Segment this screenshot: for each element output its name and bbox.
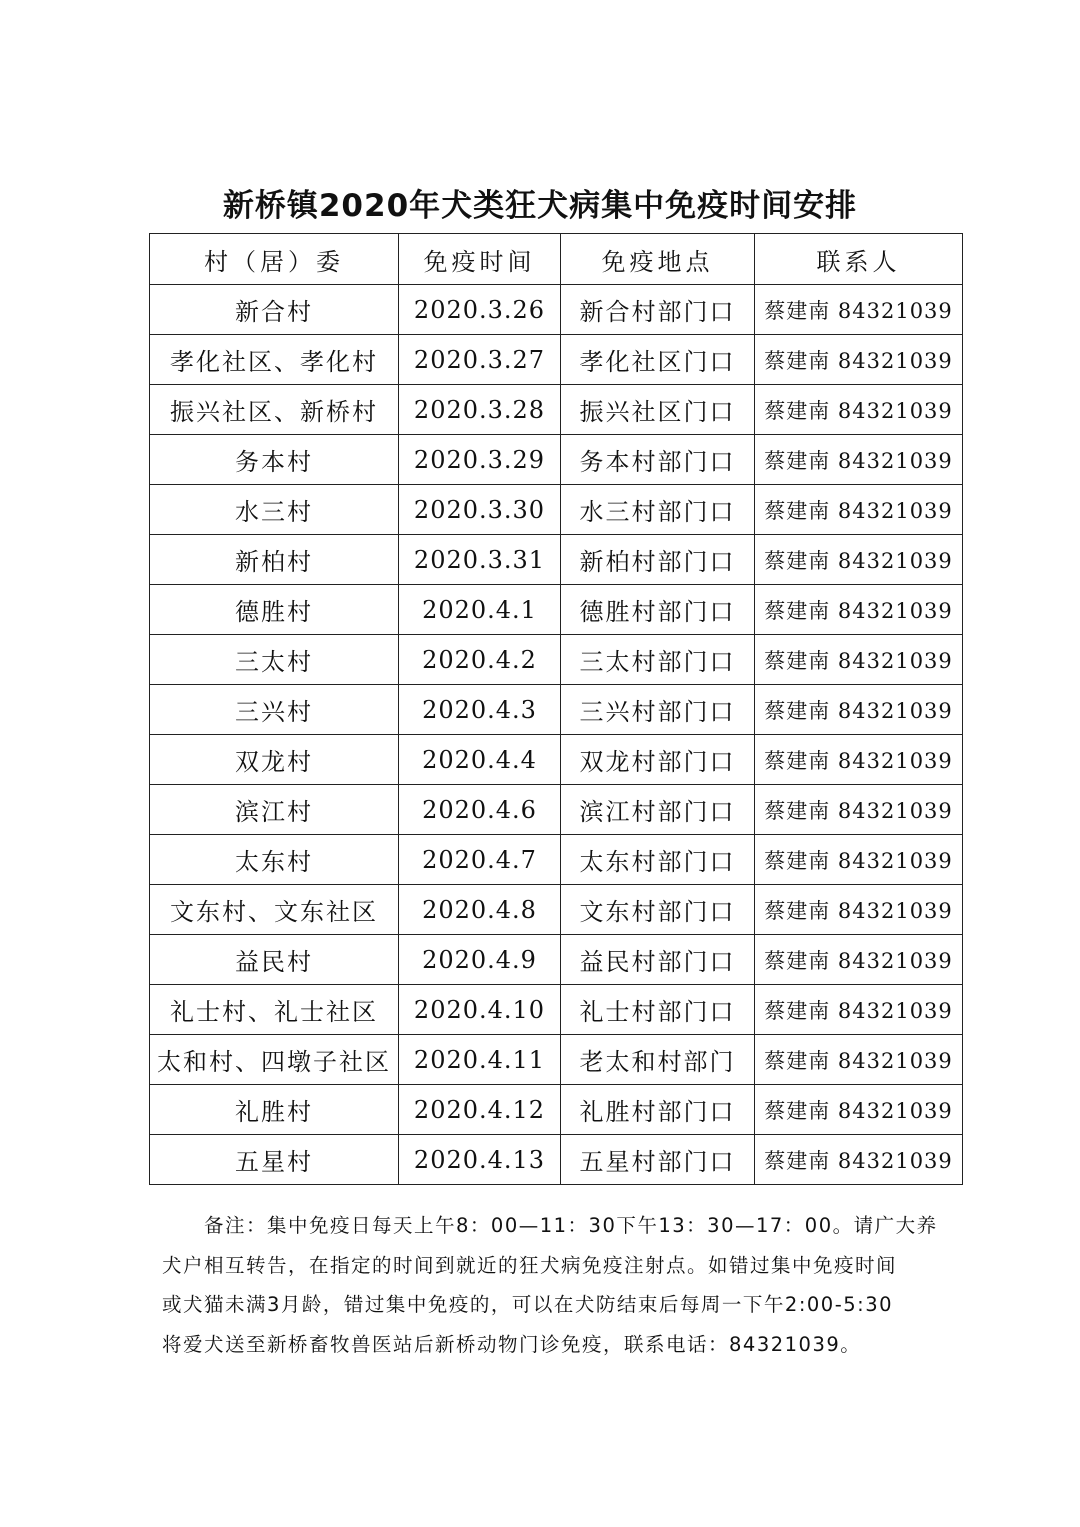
village-cell: 益民村 <box>150 935 399 985</box>
contact-cell: 蔡建南 84321039 <box>755 885 963 935</box>
location-cell: 三太村部门口 <box>561 635 755 685</box>
contact-cell: 蔡建南 84321039 <box>755 785 963 835</box>
date-cell: 2020.4.2 <box>399 635 561 685</box>
contact-cell: 蔡建南 84321039 <box>755 1135 963 1185</box>
location-cell: 五星村部门口 <box>561 1135 755 1185</box>
date-cell: 2020.4.13 <box>399 1135 561 1185</box>
village-cell: 礼士村、礼士社区 <box>150 985 399 1035</box>
village-cell: 滨江村 <box>150 785 399 835</box>
header-date: 免疫时间 <box>399 234 561 285</box>
table-row <box>150 485 963 535</box>
table-row <box>150 785 963 835</box>
table-row <box>150 1135 963 1185</box>
table-row <box>150 885 963 935</box>
village-cell: 三太村 <box>150 635 399 685</box>
location-cell: 孝化社区门口 <box>561 335 755 385</box>
village-cell: 礼胜村 <box>150 1085 399 1135</box>
contact-cell: 蔡建南 84321039 <box>755 385 963 435</box>
date-cell: 2020.3.30 <box>399 485 561 535</box>
contact-cell: 蔡建南 84321039 <box>755 435 963 485</box>
location-cell: 三兴村部门口 <box>561 685 755 735</box>
village-cell: 五星村 <box>150 1135 399 1185</box>
location-cell: 德胜村部门口 <box>561 585 755 635</box>
village-cell: 太和村、四墩子社区 <box>150 1035 399 1085</box>
village-cell: 三兴村 <box>150 685 399 735</box>
remarks-line: 备注：集中免疫日每天上午8：00—11：30下午13：30—17：00。请广大养 <box>204 1214 938 1237</box>
contact-cell: 蔡建南 84321039 <box>755 985 963 1035</box>
contact-cell: 蔡建南 84321039 <box>755 685 963 735</box>
date-cell: 2020.3.27 <box>399 335 561 385</box>
location-cell: 双龙村部门口 <box>561 735 755 785</box>
village-cell: 文东村、文东社区 <box>150 885 399 935</box>
date-cell: 2020.4.11 <box>399 1035 561 1085</box>
remarks <box>162 1206 962 1364</box>
village-cell: 水三村 <box>150 485 399 535</box>
date-cell: 2020.4.6 <box>399 785 561 835</box>
date-cell: 2020.4.1 <box>399 585 561 635</box>
location-cell: 水三村部门口 <box>561 485 755 535</box>
header-location: 免疫地点 <box>561 234 755 285</box>
date-cell: 2020.4.9 <box>399 935 561 985</box>
date-cell: 2020.3.31 <box>399 535 561 585</box>
contact-cell: 蔡建南 84321039 <box>755 485 963 535</box>
village-cell: 振兴社区、新桥村 <box>150 385 399 435</box>
table-row <box>150 335 963 385</box>
table-row <box>150 835 963 885</box>
village-cell: 务本村 <box>150 435 399 485</box>
location-cell: 益民村部门口 <box>561 935 755 985</box>
table-row <box>150 1035 963 1085</box>
location-cell: 滨江村部门口 <box>561 785 755 835</box>
village-cell: 新柏村 <box>150 535 399 585</box>
table-header-row <box>150 234 963 285</box>
contact-cell: 蔡建南 84321039 <box>755 635 963 685</box>
table-row <box>150 285 963 335</box>
village-cell: 双龙村 <box>150 735 399 785</box>
header-village: 村（居）委 <box>150 234 399 285</box>
schedule-table <box>149 233 963 1185</box>
contact-cell: 蔡建南 84321039 <box>755 1035 963 1085</box>
page-title: 新桥镇2020年犬类狂犬病集中免疫时间安排 <box>222 188 858 224</box>
table-row <box>150 985 963 1035</box>
village-cell: 新合村 <box>150 285 399 335</box>
contact-cell: 蔡建南 84321039 <box>755 535 963 585</box>
date-cell: 2020.3.26 <box>399 285 561 335</box>
table-row <box>150 685 963 735</box>
table-row <box>150 535 963 585</box>
date-cell: 2020.4.8 <box>399 885 561 935</box>
table-row <box>150 1085 963 1135</box>
header-contact: 联系人 <box>755 234 963 285</box>
remarks-line: 将爱犬送至新桥畜牧兽医站后新桥动物门诊免疫，联系电话：84321039。 <box>162 1332 862 1356</box>
village-cell: 太东村 <box>150 835 399 885</box>
contact-cell: 蔡建南 84321039 <box>755 585 963 635</box>
date-cell: 2020.4.10 <box>399 985 561 1035</box>
date-cell: 2020.3.29 <box>399 435 561 485</box>
contact-cell: 蔡建南 84321039 <box>755 835 963 885</box>
location-cell: 礼胜村部门口 <box>561 1085 755 1135</box>
date-cell: 2020.4.12 <box>399 1085 561 1135</box>
location-cell: 太东村部门口 <box>561 835 755 885</box>
village-cell: 孝化社区、孝化村 <box>150 335 399 385</box>
location-cell: 新柏村部门口 <box>561 535 755 585</box>
table-row <box>150 635 963 685</box>
contact-cell: 蔡建南 84321039 <box>755 1085 963 1135</box>
remarks-line: 犬户相互转告，在指定的时间到就近的狂犬病免疫注射点。如错过集中免疫时间 <box>162 1253 898 1277</box>
table-row <box>150 435 963 485</box>
date-cell: 2020.4.3 <box>399 685 561 735</box>
location-cell: 老太和村部门 <box>561 1035 755 1085</box>
table-row <box>150 585 963 635</box>
contact-cell: 蔡建南 84321039 <box>755 935 963 985</box>
table-row <box>150 385 963 435</box>
contact-cell: 蔡建南 84321039 <box>755 285 963 335</box>
location-cell: 新合村部门口 <box>561 285 755 335</box>
village-cell: 德胜村 <box>150 585 399 635</box>
location-cell: 振兴社区门口 <box>561 385 755 435</box>
location-cell: 礼士村部门口 <box>561 985 755 1035</box>
location-cell: 务本村部门口 <box>561 435 755 485</box>
table-row <box>150 935 963 985</box>
date-cell: 2020.4.4 <box>399 735 561 785</box>
location-cell: 文东村部门口 <box>561 885 755 935</box>
contact-cell: 蔡建南 84321039 <box>755 335 963 385</box>
remarks-line: 或犬猫未满3月龄，错过集中免疫的，可以在犬防结束后每周一下午2:00-5:30 <box>162 1293 894 1316</box>
table-row <box>150 735 963 785</box>
date-cell: 2020.3.28 <box>399 385 561 435</box>
contact-cell: 蔡建南 84321039 <box>755 735 963 785</box>
date-cell: 2020.4.7 <box>399 835 561 885</box>
